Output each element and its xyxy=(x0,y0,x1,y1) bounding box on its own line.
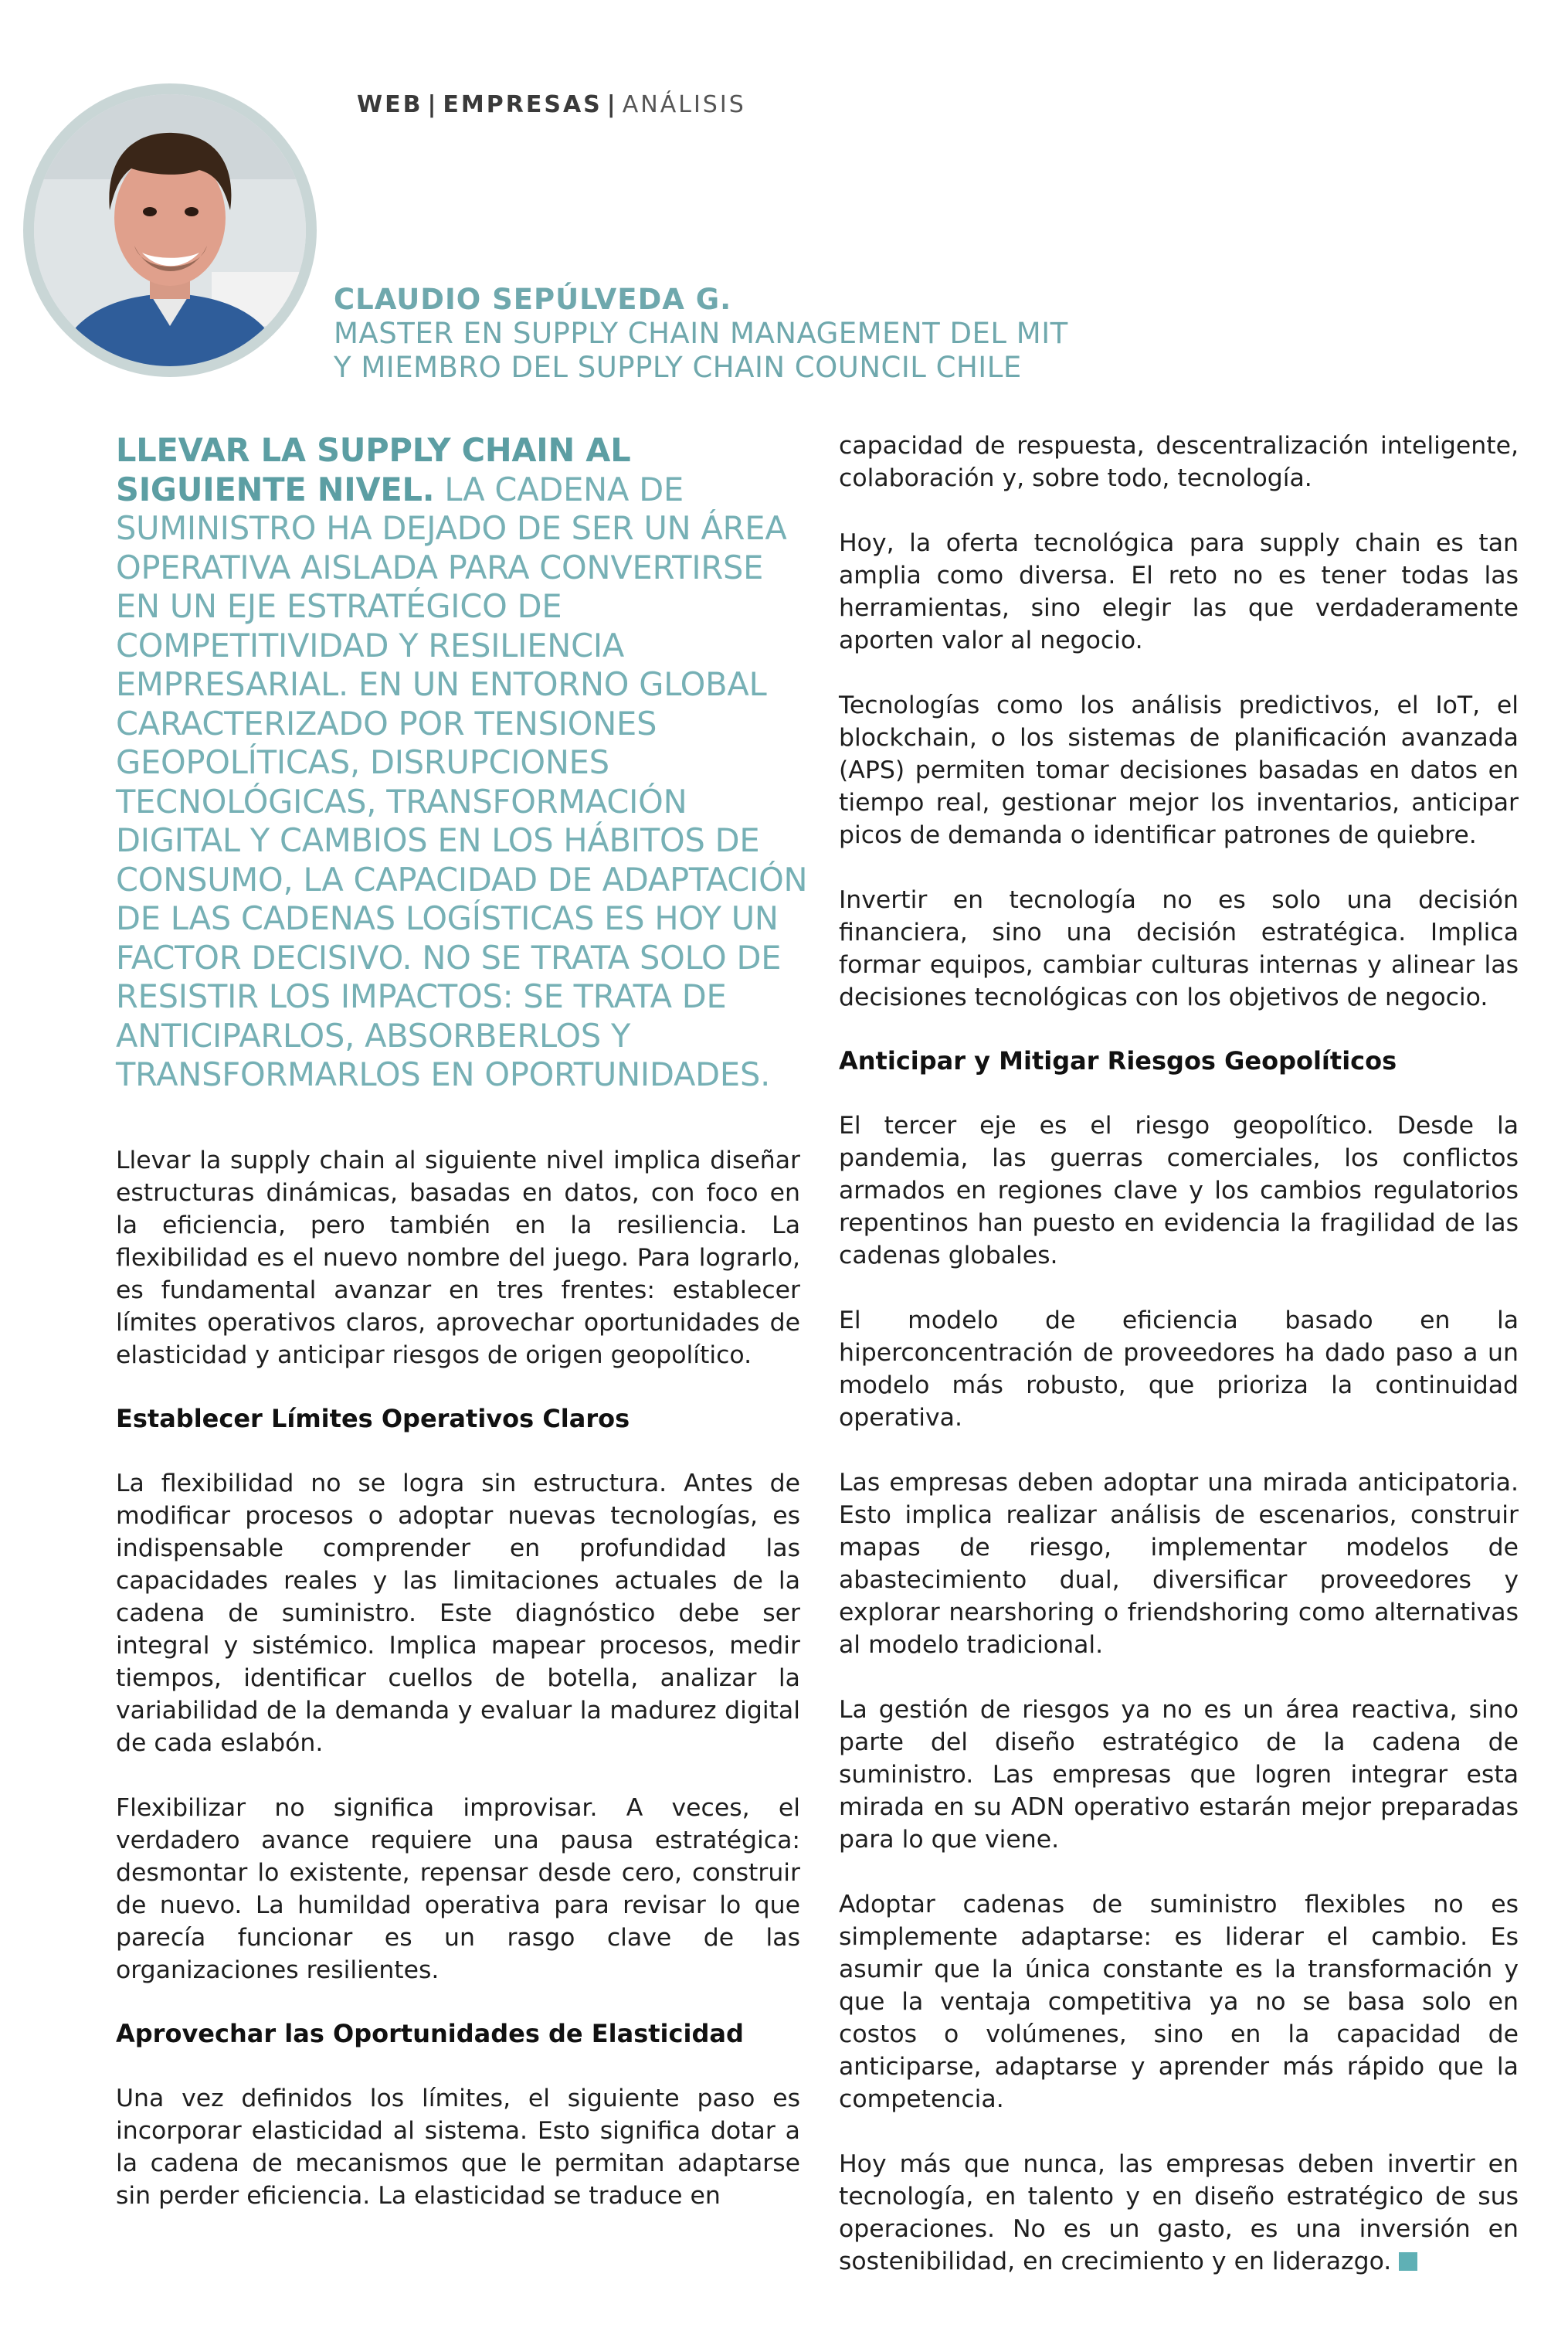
article-column-right xyxy=(839,430,1519,2278)
lead-text: LA CADENA DE SUMINISTRO HA DEJADO DE SER UN ÁREA OPERATIVA AISLADA PARA CONVERTIRSE EN UN EJE ESTRATÉGICO DE COMPETITIVIDAD Y RESILIENCIA EMPRESARIAL. EN UN ENTORNO GLOBAL CARACTERIZADO POR TENSIONES GEOPOLÍTICAS, DISRUPCIONES TECNOLÓGICAS, TRANSFORMACIÓN DIGITAL Y CAMBIOS EN LOS HÁBITOS DE CONSUMO, LA CAPACIDAD DE ADAPTACIÓN DE LAS CADENAS LOGÍSTICAS ES HOY UN FACTOR DECISIVO. NO SE TRATA SOLO DE RESISTIR LOS IMPACTOS: SE TRATA DE ANTICIPARLOS, ABSORBERLOS Y TRANSFORMARLOS EN OPORTUNIDADES. xyxy=(116,470,808,1093)
paragraph-riesgos-1: El tercer eje es el riesgo geopolítico. Desde la pandemia, las guerras comerciales, los conflictos armados en regiones clave y los cambios regulatorios repentinos han puesto en evidencia la fragilidad de las cadenas globales. xyxy=(839,1112,1519,1269)
paragraph-limites-1: La flexibilidad no se logra sin estructura. Antes de modificar procesos o adoptar nuevas tecnologías, es indispensable comprender en profundidad las capacidades reales y las limitaciones actuales de la cadena de suministro. Este diagnóstico debe ser integral y sistémico. Implica mapear procesos, medir tiempos, identificar cuellos de botella, analizar la variabilidad de la demanda y evaluar la madurez digital de cada eslabón. xyxy=(116,1469,800,1757)
lead-headline: LLEVAR LA SUPPLY CHAIN AL SIGUIENTE NIVEL. xyxy=(116,431,631,508)
author-portrait-image xyxy=(34,94,306,366)
author-name: CLAUDIO SEPÚLVEDA G. xyxy=(334,283,732,316)
author-block xyxy=(334,283,1068,385)
paragraph-riesgos-5: Adoptar cadenas de suministro flexibles no es simplemente adaptarse: es liderar el cambio. Es asumir que la única constante es la transformación y que la ventaja competitiva ya no se basa solo en costos o volúmenes, sino en la capacidad de anticiparse, adaptarse y aprender más rápido que la competencia. xyxy=(839,1891,1519,2113)
section-web: WEB xyxy=(357,91,423,118)
article-lead xyxy=(116,431,811,1095)
paragraph-limites-2: Flexibilizar no significa improvisar. A veces, el verdadero avance requiere una pausa estratégica: desmontar lo existente, repensar desde cero, construir de nuevo. La humildad operativa para revisar lo que parecía funcionar es un rasgo clave de las organizaciones resilientes. xyxy=(116,1793,800,1984)
paragraph-riesgos-3: Las empresas deben adoptar una mirada anticipatoria. Esto implica realizar análisis de escenarios, construir mapas de riesgo, implementar modelos de abastecimiento dual, diversificar proveedores y explorar nearshoring o friendshoring como alternativas al modelo tradicional. xyxy=(839,1469,1519,1659)
paragraph-elasticidad-4: Invertir en tecnología no es solo una decisión financiera, sino una decisión estratégica. Implica formar equipos, cambiar culturas internas y alinear las decisiones tecnológicas con los objetivos de negocio. xyxy=(839,886,1519,1011)
subheading-riesgos: Anticipar y Mitigar Riesgos Geopolíticos xyxy=(839,1046,1397,1076)
paragraph-elasticidad-3: Tecnologías como los análisis predictivos, el IoT, el blockchain, o los sistemas de planificación avanzada (APS) permiten tomar decisiones basadas en datos en tiempo real, gestionar mejor los inventarios, anticipar picos de demanda o identificar patrones de quiebre. xyxy=(839,692,1519,849)
paragraph-elasticidad-2: Hoy, la oferta tecnológica para supply chain es tan amplia como diversa. El reto no es tener todas las herramientas, sino elegir las que verdaderamente aporten valor al negocio. xyxy=(839,529,1519,654)
author-role-line-2: Y MIEMBRO DEL SUPPLY CHAIN COUNCIL CHILE xyxy=(334,351,1022,384)
subheading-limites: Establecer Límites Operativos Claros xyxy=(116,1403,630,1433)
subheading-elasticidad: Aprovechar las Oportunidades de Elasticidad xyxy=(116,2018,744,2048)
author-photo xyxy=(23,83,317,377)
end-of-article-mark xyxy=(1399,2252,1417,2271)
paragraph-intro: Llevar la supply chain al siguiente nivel implica diseñar estructuras dinámicas, basadas en datos, con foco en la eficiencia, pero también en la resiliencia. La flexibilidad es el nuevo nombre del juego. Para lograrlo, es fundamental avanzar en tres frentes: establecer límites operativos claros, aprovechar oportunidades de elasticidad y anticipar riesgos de origen geopolítico. xyxy=(116,1146,800,1369)
author-role-line-1: MASTER EN SUPPLY CHAIN MANAGEMENT DEL MIT xyxy=(334,317,1068,350)
section-breadcrumb: WEB | EMPRESAS | ANÁLISIS xyxy=(357,91,746,118)
paragraph-elasticidad-1-continued: capacidad de respuesta, descentralización inteligente, colaboración y, sobre todo, tecnología. xyxy=(839,432,1519,492)
section-analisis: ANÁLISIS xyxy=(622,91,746,118)
paragraph-riesgos-2: El modelo de eficiencia basado en la hiperconcentración de proveedores ha dado paso a un modelo más robusto, que prioriza la continuidad operativa. xyxy=(839,1307,1519,1432)
article-column-left xyxy=(116,430,808,2212)
section-empresas: EMPRESAS xyxy=(443,91,602,118)
paragraph-riesgos-4: La gestión de riesgos ya no es un área reactiva, sino parte del diseño estratégico de la cadena de suministro. Las empresas que logren integrar esta mirada en su ADN operativo estarán mejor preparadas para lo que viene. xyxy=(839,1696,1519,1854)
closing-text: Hoy más que nunca, las empresas deben invertir en tecnología, en talento y en diseño estratégico de sus operaciones. No es un gasto, es una inversión en sostenibilidad, en crecimiento y en liderazgo. xyxy=(839,2150,1519,2275)
paragraph-cierre xyxy=(839,2148,1519,2278)
paragraph-elasticidad-1: Una vez definidos los límites, el siguiente paso es incorporar elasticidad al sistema. Esto significa dotar a la cadena de mecanismos que le permitan adaptarse sin perder eficiencia. La elasticidad se traduce en xyxy=(116,2084,800,2210)
